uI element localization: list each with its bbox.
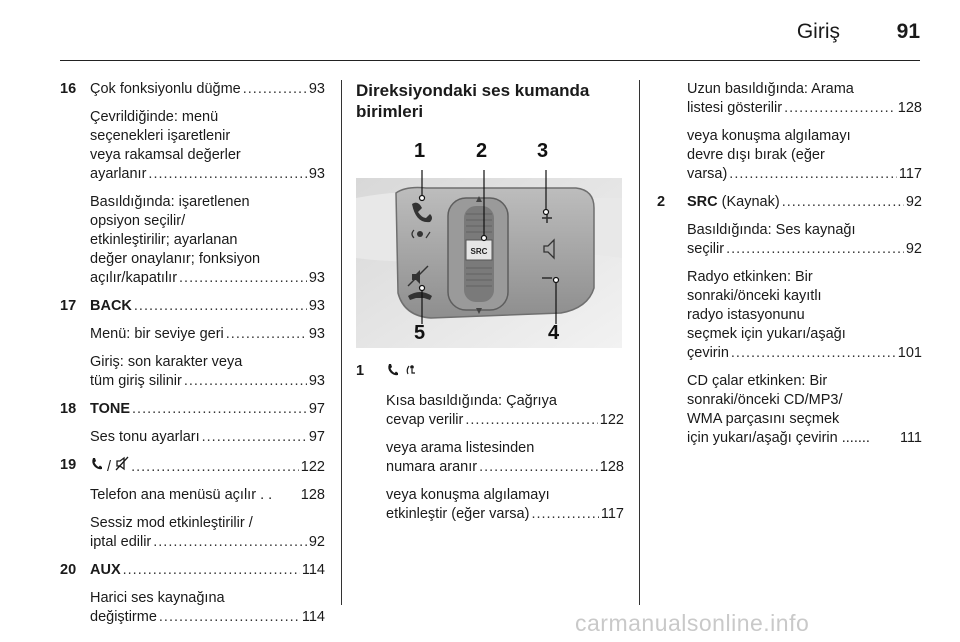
page-ref: 92 xyxy=(905,241,922,257)
entry-16 xyxy=(60,80,325,288)
page-ref: 93 xyxy=(308,326,325,342)
entry-paragraph xyxy=(687,221,922,259)
entry-text: Basıldığında: işaretlenen xyxy=(90,194,250,210)
button-keyword: BACK xyxy=(90,298,132,314)
entry-text: seçilir xyxy=(687,241,725,257)
separator-text: / xyxy=(103,459,116,475)
page-ref: 92 xyxy=(905,194,922,210)
entry-paragraph xyxy=(90,80,325,99)
entry-text: Kısa basıldığında: Çağrıya xyxy=(386,393,557,409)
watermark: carmanualsonline.info xyxy=(575,610,810,636)
entry-text: CD çalar etkinken: Bir xyxy=(687,373,828,389)
knob-label: SRC xyxy=(470,247,488,256)
entry-paragraph xyxy=(90,353,325,391)
entry-text: seçmek için yukarı/aşağı xyxy=(687,326,846,342)
page-ref: 117 xyxy=(898,166,922,182)
button-keyword: SRC xyxy=(687,194,718,210)
entry-text: çevirin xyxy=(687,345,729,361)
page-ref: 93 xyxy=(308,298,325,314)
entry-1-continued xyxy=(657,80,922,184)
page-number: 91 xyxy=(896,20,920,43)
column-1 xyxy=(60,80,325,636)
entry-text: Basıldığında: Ses kaynağı xyxy=(687,222,856,238)
entry-number: 18 xyxy=(60,401,77,417)
page-ref: 101 xyxy=(897,345,922,361)
column-2 xyxy=(356,80,624,533)
entry-text: numara aranır xyxy=(386,459,478,475)
phone-icon xyxy=(386,362,400,377)
entry-number: 2 xyxy=(657,194,666,210)
steering-wheel-controls-figure xyxy=(356,138,622,348)
entry-text: listesi gösterilir xyxy=(687,100,783,116)
entry-paragraph xyxy=(386,392,624,430)
entry-text: Ses tonu ayarları xyxy=(90,429,200,445)
entry-text: opsiyon seçilir/ xyxy=(90,213,186,229)
mute-icon xyxy=(115,456,129,471)
callout-3: 3 xyxy=(537,140,549,162)
entry-number: 20 xyxy=(60,562,77,578)
entry-text: etkinleştir (eğer varsa) xyxy=(386,506,530,522)
page-ref: 93 xyxy=(308,166,325,182)
entry-paragraph xyxy=(90,400,325,419)
entry-paragraph xyxy=(90,325,325,344)
entry-paragraph xyxy=(90,589,325,627)
entry-text: veya konuşma algılamayı xyxy=(687,128,851,144)
entry-paragraph xyxy=(90,514,325,552)
entry-text: Sessiz mod etkinleştirilir / xyxy=(90,515,253,531)
entry-text: değiştirme xyxy=(90,609,157,625)
page-ref: 93 xyxy=(308,270,325,286)
entry-text: açılır/kapatılır xyxy=(90,270,178,286)
entry-text: iptal edilir xyxy=(90,534,152,550)
page-ref: 93 xyxy=(308,81,325,97)
voice-icon xyxy=(404,362,418,377)
entry-text: sonraki/önceki kayıtlı xyxy=(687,288,822,304)
entry-paragraph xyxy=(687,80,922,118)
entry-19 xyxy=(60,456,325,552)
phone-icon xyxy=(90,456,103,471)
entry-17 xyxy=(60,297,325,391)
header-rule xyxy=(60,60,920,61)
button-keyword: AUX xyxy=(90,562,121,578)
entry-paragraph xyxy=(90,297,325,316)
entry-paragraph xyxy=(687,193,922,212)
column-3 xyxy=(657,80,922,457)
entry-paragraph xyxy=(90,428,325,447)
entry-number: 16 xyxy=(60,81,77,97)
entry-text: Telefon ana menüsü açılır . . xyxy=(90,487,273,503)
entry-20 xyxy=(60,561,325,627)
entry-1 xyxy=(356,362,624,524)
column-divider xyxy=(341,80,342,605)
page-ref: 114 xyxy=(301,609,325,625)
entry-text: varsa) xyxy=(687,166,728,182)
entry-paragraph xyxy=(90,561,325,580)
page-header xyxy=(0,0,960,56)
entry-paragraph xyxy=(687,127,922,184)
entry-text: seçenekleri işaretlenir xyxy=(90,128,231,144)
column-divider xyxy=(639,80,640,605)
entry-text: tüm giriş silinir xyxy=(90,373,182,389)
entry-text: veya arama listesinden xyxy=(386,440,535,456)
entry-paragraph xyxy=(90,486,325,505)
entry-paragraph xyxy=(90,193,325,288)
section-title: Direksiyondaki ses kumanda birimleri xyxy=(356,81,590,121)
entry-text: Giriş: son karakter veya xyxy=(90,354,243,370)
entry-icons xyxy=(386,362,624,383)
page-ref: 111 xyxy=(899,430,922,446)
page-ref: 128 xyxy=(300,487,325,503)
callout-5: 5 xyxy=(414,322,426,344)
entry-2 xyxy=(657,193,922,448)
page-ref: 122 xyxy=(599,412,624,428)
page-ref: 128 xyxy=(897,100,922,116)
entry-text: WMA parçasını seçmek xyxy=(687,411,840,427)
entry-text: Uzun basıldığında: Arama xyxy=(687,81,854,97)
page-ref: 122 xyxy=(300,459,325,475)
entry-text: değer onaylanır; fonksiyon xyxy=(90,251,261,267)
entry-text: (Kaynak) xyxy=(717,194,780,210)
page-ref: 128 xyxy=(599,459,624,475)
entry-text: veya konuşma algılamayı xyxy=(386,487,550,503)
entry-paragraph xyxy=(90,108,325,184)
entry-number: 17 xyxy=(60,298,77,314)
button-keyword: TONE xyxy=(90,401,131,417)
entry-18 xyxy=(60,400,325,447)
entry-text: ayarlanır xyxy=(90,166,147,182)
page-ref: 117 xyxy=(600,506,624,522)
entry-text: Harici ses kaynağına xyxy=(90,590,225,606)
entry-text: radyo istasyonunu xyxy=(687,307,805,323)
entry-text: devre dışı bırak (eğer xyxy=(687,147,825,163)
entry-paragraph xyxy=(90,456,325,477)
page-ref: 92 xyxy=(308,534,325,550)
page-ref: 97 xyxy=(308,401,325,417)
entry-text: sonraki/önceki CD/MP3/ xyxy=(687,392,843,408)
entry-paragraph xyxy=(687,372,922,448)
entry-text: Çevrildiğinde: menü xyxy=(90,109,219,125)
entry-text: cevap verilir xyxy=(386,412,464,428)
entry-number: 19 xyxy=(60,457,77,473)
entry-text: veya rakamsal değerler xyxy=(90,147,241,163)
callout-1: 1 xyxy=(414,140,426,162)
steering-wheel-illustration xyxy=(356,138,622,348)
entry-paragraph xyxy=(687,268,922,363)
entry-text: için yukarı/aşağı çevirin ....... xyxy=(687,430,870,446)
entry-number: 1 xyxy=(356,363,365,379)
page-title: Giriş xyxy=(796,20,840,43)
page-ref: 97 xyxy=(308,429,325,445)
page-ref: 93 xyxy=(308,373,325,389)
entry-text: Radyo etkinken: Bir xyxy=(687,269,813,285)
page-ref: 114 xyxy=(301,562,325,578)
callout-4: 4 xyxy=(548,322,560,344)
entry-text: etkinleştirilir; ayarlanan xyxy=(90,232,238,248)
entry-paragraph xyxy=(386,439,624,477)
entry-text: Menü: bir seviye geri xyxy=(90,326,224,342)
callout-2: 2 xyxy=(476,140,488,162)
entry-text: Çok fonksiyonlu düğme xyxy=(90,81,241,97)
entry-paragraph xyxy=(386,486,624,524)
